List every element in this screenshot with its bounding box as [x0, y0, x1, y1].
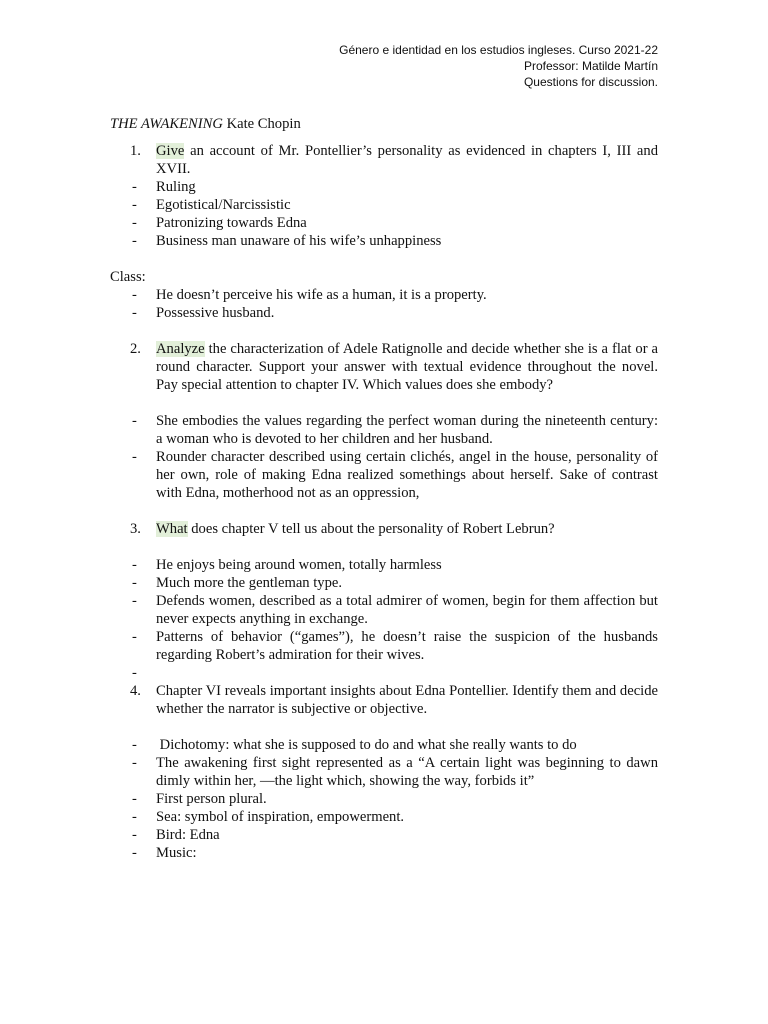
question-text: What does chapter V tell us about the personality of Robert Lebrun?: [156, 521, 555, 537]
book-title: THE AWAKENING: [110, 116, 223, 132]
book-author: Kate Chopin: [226, 116, 301, 132]
list-item: - Rounder character described using certain clichés, angel in the house, personality of her own, role of making Edna realized somethings about herself. Sake of contrast with Edna, motherhood not as an oppression,: [132, 449, 658, 501]
list-item: - Patronizing towards Edna: [132, 215, 307, 231]
header-course: Género e identidad en los estudios ingleses. Curso 2021-22: [339, 43, 658, 57]
question-3: [110, 520, 658, 538]
list-item: - Much more the gentleman type.: [132, 575, 343, 591]
list-item: - He doesn’t perceive his wife as a human, it is a property.: [132, 287, 487, 303]
list-item: - Ruling: [132, 179, 196, 195]
list-item: - Patterns of behavior (“games”), he doesn’t raise the suspicion of the husbands regarding Robert’s admiration for their wives.: [132, 629, 658, 663]
page-header: [339, 42, 658, 90]
list-item: - The awakening first sight represented as a “A certain light was beginning to dawn dimly within her, —the light which, showing the way, forbids it”: [132, 755, 658, 789]
question-text: Chapter VI reveals important insights about Edna Pontellier. Identify them and decide whether the narrator is subjective or objective.: [156, 683, 658, 717]
list-item: - Dichotomy: what she is supposed to do and what she really wants to do: [132, 737, 577, 753]
list-item: - Defends women, described as a total admirer of women, begin for them affection but never expects anything in exchange.: [132, 593, 658, 627]
question-4: [110, 682, 658, 718]
list-item: - First person plural.: [132, 791, 267, 807]
list-item: - Music:: [132, 845, 197, 861]
header-professor: Professor: Matilde Martín: [523, 59, 658, 73]
question-text: Give an account of Mr. Pontellier’s personality as evidenced in chapters I, III and XVII.: [156, 143, 658, 177]
document-title: [110, 115, 658, 133]
list-item: - Business man unaware of his wife’s unhappiness: [132, 233, 442, 249]
header-subtitle: Questions for discussion.: [523, 75, 658, 89]
list-item: - Egotistical/Narcissistic: [132, 197, 291, 213]
question-1: [110, 142, 658, 178]
list-item: -: [132, 665, 137, 681]
class-label: Class:: [110, 269, 146, 285]
question-number: 3.: [130, 521, 141, 537]
list-item: - She embodies the values regarding the perfect woman during the nineteenth century: a woman who is devoted to her children and her husband.: [132, 413, 658, 447]
highlighted-word: Analyze: [156, 341, 205, 357]
list-item: - Sea: symbol of inspiration, empowerment.: [132, 809, 405, 825]
list-item: - He enjoys being around women, totally harmless: [132, 557, 442, 573]
document-body: [110, 115, 658, 862]
list-item: - Bird: Edna: [132, 827, 220, 843]
question-text: Analyze the characterization of Adele Ratignolle and decide whether she is a flat or a round character. Support your answer with textual evidence throughout the novel. Pay special attention to chapter IV. Which values does she embody?: [156, 341, 658, 393]
highlighted-word: What: [156, 521, 188, 537]
question-number: 2.: [130, 341, 141, 357]
list-item: - Possessive husband.: [132, 305, 275, 321]
question-number: 4.: [130, 683, 141, 699]
highlighted-word: Give: [156, 143, 185, 159]
question-number: 1.: [130, 143, 141, 159]
question-2: [110, 340, 658, 394]
